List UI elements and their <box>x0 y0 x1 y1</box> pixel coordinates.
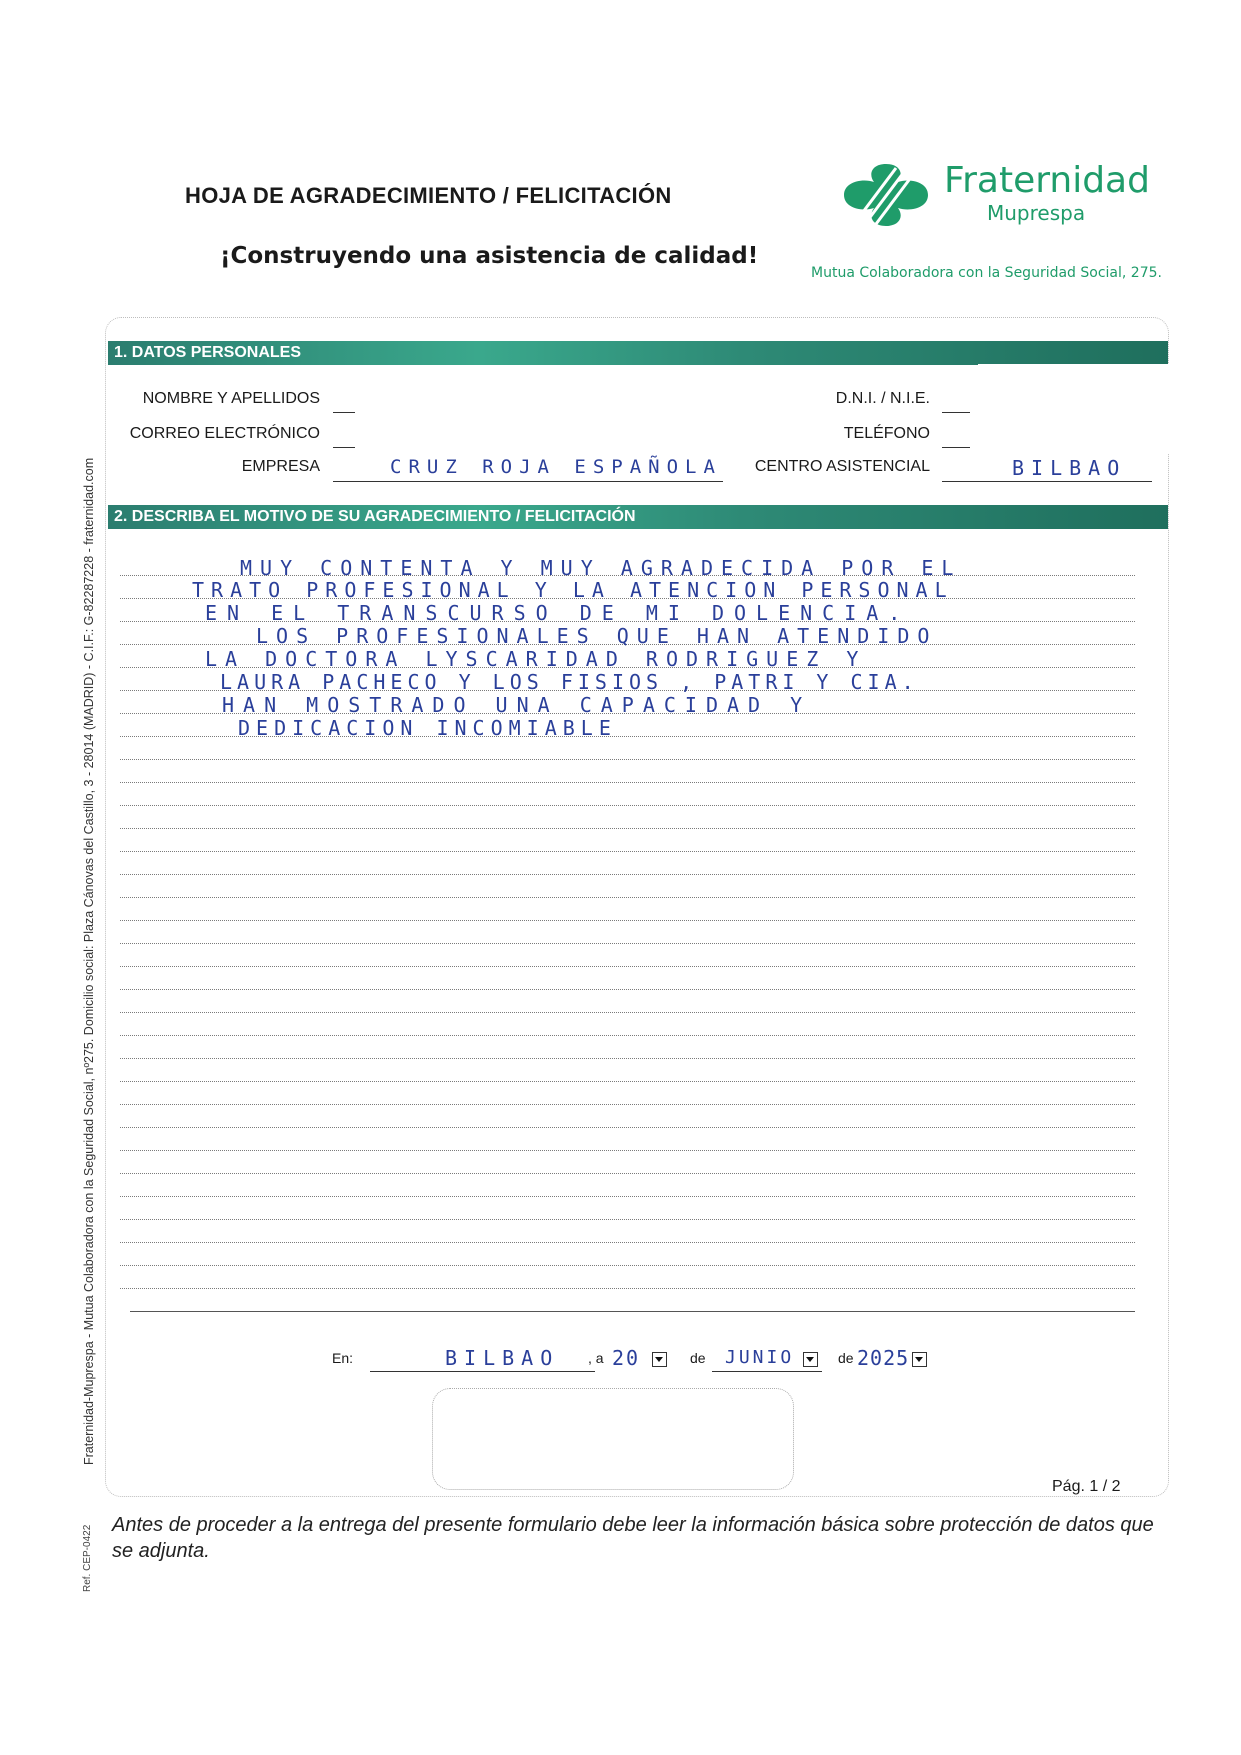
year-dropdown-icon[interactable] <box>912 1352 927 1367</box>
ruled-line <box>120 989 1135 990</box>
handwritten-line-6: LAURA PACHECO Y LOS FISIOS , PATRI Y CIA. <box>220 670 919 694</box>
fraternidad-logo-icon <box>838 160 934 230</box>
label-company: EMPRESA <box>241 458 320 475</box>
reference-code: Ref. CEP-0422 <box>82 1524 93 1592</box>
ruled-line <box>120 1127 1135 1128</box>
signature-box[interactable] <box>432 1388 794 1490</box>
ruled-line <box>120 1058 1135 1059</box>
name-field[interactable] <box>333 411 355 413</box>
place-field[interactable] <box>370 1370 595 1372</box>
form-subtitle: ¡Construyendo una asistencia de calidad! <box>220 243 759 269</box>
dni-field[interactable] <box>942 411 970 413</box>
handwritten-line-4: LOS PROFESIONALES QUE HAN ATENDIDO <box>256 624 938 648</box>
ruled-line <box>120 1104 1135 1105</box>
ruled-line <box>120 1196 1135 1197</box>
brand-name: Fraternidad <box>944 160 1150 201</box>
email-field[interactable] <box>333 446 355 448</box>
ruled-line <box>120 782 1135 783</box>
year-value: 2025 <box>857 1346 910 1370</box>
text-area-bottom-border <box>130 1311 1135 1312</box>
page-number: Pág. 1 / 2 <box>1052 1478 1121 1495</box>
center-field[interactable] <box>942 480 1152 482</box>
label-en: En: <box>332 1350 354 1366</box>
phone-field[interactable] <box>942 446 970 448</box>
form-title: HOJA DE AGRADECIMIENTO / FELICITACIÓN <box>185 183 672 208</box>
month-value: JUNIO <box>725 1347 795 1368</box>
place-value: BILBAO <box>445 1346 560 1370</box>
label-de-1: de <box>690 1350 706 1366</box>
brand-sub: Muprespa <box>987 201 1086 225</box>
label-phone: TELÉFONO <box>843 425 930 442</box>
month-dropdown-icon[interactable] <box>803 1352 818 1367</box>
ruled-line <box>120 828 1135 829</box>
label-name: NOMBRE Y APELLIDOS <box>142 390 320 407</box>
month-field[interactable] <box>712 1370 822 1372</box>
ruled-line <box>120 1081 1135 1082</box>
handwritten-line-8: DEDICACION INCOMIABLE <box>238 716 617 740</box>
ruled-line <box>120 805 1135 806</box>
section-reason-heading: 2. DESCRIBA EL MOTIVO DE SU AGRADECIMIENTO / FELICITACIÓN <box>108 505 1168 529</box>
ruled-line <box>120 943 1135 944</box>
center-value: BILBAO <box>1012 456 1127 480</box>
ruled-line <box>120 966 1135 967</box>
handwritten-line-7: HAN MOSTRADO UNA CAPACIDAD Y <box>222 693 812 717</box>
label-dni: D.N.I. / N.I.E. <box>835 390 930 407</box>
ruled-line <box>120 920 1135 921</box>
ruled-line <box>120 1035 1135 1036</box>
label-a: , a <box>588 1350 604 1366</box>
form-frame <box>105 317 1169 1497</box>
blank-area <box>978 364 1173 454</box>
ruled-line <box>120 874 1135 875</box>
handwritten-line-3: EN EL TRANSCURSO DE MI DOLENCIA. <box>205 601 911 625</box>
ruled-line <box>120 897 1135 898</box>
side-legal-text: Fraternidad-Muprespa - Mutua Colaboradora con la Seguridad Social, nº275. Domicilio social: Plaza Cánovas del Castillo, 3 - 28014 (MADRID) - C.I.F.: G-82287228 - fraternidad.com <box>82 457 96 1465</box>
label-de-2: de <box>838 1350 854 1366</box>
company-value: CRUZ ROJA ESPAÑOLA <box>390 456 722 478</box>
ruled-line <box>120 1150 1135 1151</box>
label-center: CENTRO ASISTENCIAL <box>754 458 930 475</box>
section-personal-data-heading: 1. DATOS PERSONALES <box>108 341 1168 365</box>
ruled-line <box>120 1288 1135 1289</box>
day-dropdown-icon[interactable] <box>652 1352 667 1367</box>
brand-tagline: Mutua Colaboradora con la Seguridad Social, 275. <box>811 265 1162 281</box>
handwritten-line-1: MUY CONTENTA Y MUY AGRADECIDA POR EL <box>240 556 962 580</box>
ruled-line <box>120 1012 1135 1013</box>
handwritten-line-5: LA DOCTORA LYSCARIDAD RODRIGUEZ Y <box>205 647 867 671</box>
ruled-line <box>120 851 1135 852</box>
ruled-line <box>120 1265 1135 1266</box>
handwritten-line-2: TRATO PROFESIONAL Y LA ATENCION PERSONAL <box>192 578 954 602</box>
ruled-line <box>120 1173 1135 1174</box>
label-email: CORREO ELECTRÓNICO <box>129 425 320 442</box>
ruled-line <box>120 1242 1135 1243</box>
company-field[interactable] <box>333 480 723 482</box>
ruled-line <box>120 759 1135 760</box>
footer-note: Antes de proceder a la entrega del presente formulario debe leer la información básica sobre protección de datos que se adjunta. <box>112 1514 1154 1562</box>
ruled-line <box>120 1219 1135 1220</box>
day-value: 20 <box>612 1346 641 1370</box>
